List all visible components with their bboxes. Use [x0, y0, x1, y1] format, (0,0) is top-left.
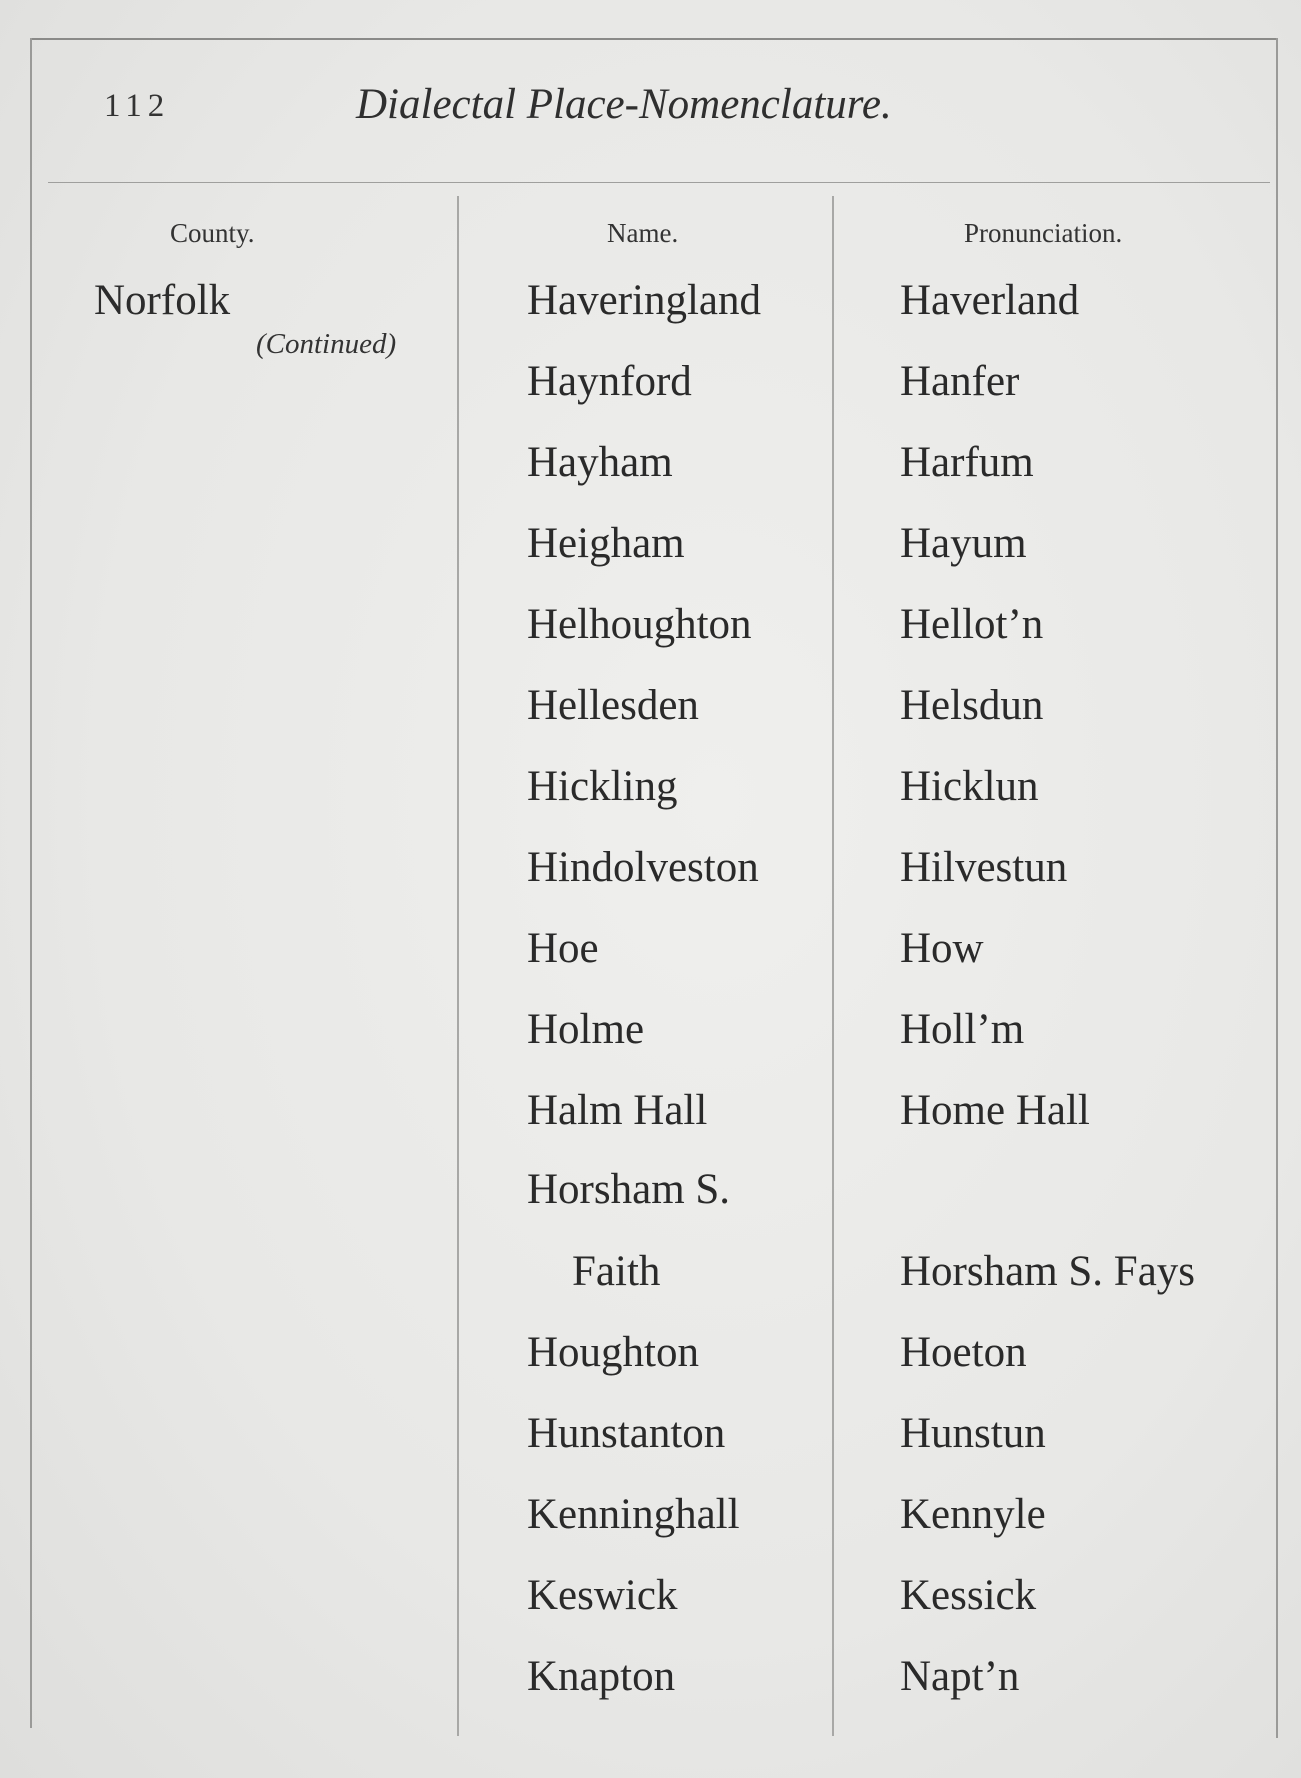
pronunciation-cell: How	[900, 925, 984, 972]
county-continued-note: (Continued)	[256, 328, 397, 360]
pronunciation-cell: Hanfer	[900, 358, 1020, 405]
place-name-cell: Hickling	[527, 763, 678, 810]
pronunciation-cell: Hicklun	[900, 763, 1039, 810]
place-name-cell: Knapton	[527, 1653, 676, 1700]
place-name-cell: Houghton	[527, 1329, 699, 1376]
place-name-cell: Keswick	[527, 1572, 678, 1619]
frame-left-rule	[30, 38, 32, 1728]
pronunciation-cell: Hellot’n	[900, 601, 1044, 648]
place-name-cell: Heigham	[527, 520, 685, 567]
place-name-cell: Hayham	[527, 439, 673, 486]
pronunciation-cell: Horsham S. Fays	[900, 1248, 1196, 1295]
pronunciation-cell: Napt’n	[900, 1653, 1020, 1700]
page-number: 112	[104, 88, 171, 124]
pronunciation-cell: Haverland	[900, 277, 1080, 324]
frame-top-rule	[30, 38, 1278, 40]
running-title: Dialectal Place-Nomenclature.	[356, 81, 892, 128]
column-divider-1	[457, 196, 459, 1736]
pronunciation-cell: Helsdun	[900, 682, 1044, 729]
place-name-cell: Hellesden	[527, 682, 699, 729]
pronunciation-cell: Harfum	[900, 439, 1034, 486]
place-name-cell: Halm Hall	[527, 1087, 708, 1134]
pronunciation-cell: Home Hall	[900, 1087, 1090, 1134]
place-name-cell: Haveringland	[527, 277, 762, 324]
county-name: Norfolk	[94, 277, 231, 324]
place-name-cell: Hindolveston	[527, 844, 759, 891]
pronunciation-cell: Hoeton	[900, 1329, 1027, 1376]
place-name-cell: Hunstanton	[527, 1410, 726, 1457]
place-name-cell: Horsham S.	[527, 1166, 731, 1213]
pronunciation-cell: Hunstun	[900, 1410, 1046, 1457]
place-name-cell: Hoe	[527, 925, 599, 972]
pronunciation-cell: Kessick	[900, 1572, 1037, 1619]
name-column-header: Name.	[607, 218, 679, 248]
place-name-cell: Helhoughton	[527, 601, 752, 648]
place-name-cell: Holme	[527, 1006, 645, 1053]
pronunciation-cell: Kennyle	[900, 1491, 1046, 1538]
county-column-header: County.	[170, 218, 255, 248]
frame-right-rule	[1276, 38, 1278, 1738]
pronunciation-cell: Hayum	[900, 520, 1027, 567]
place-name-cell: Kenninghall	[527, 1491, 740, 1538]
column-divider-2	[832, 196, 834, 1736]
pronunciation-cell: Hilvestun	[900, 844, 1068, 891]
pronunciation-cell: Holl’m	[900, 1006, 1025, 1053]
place-name-cell: Faith	[572, 1248, 661, 1295]
place-name-cell: Haynford	[527, 358, 692, 405]
pronunciation-column-header: Pronunciation.	[964, 218, 1123, 248]
header-rule	[48, 182, 1270, 183]
